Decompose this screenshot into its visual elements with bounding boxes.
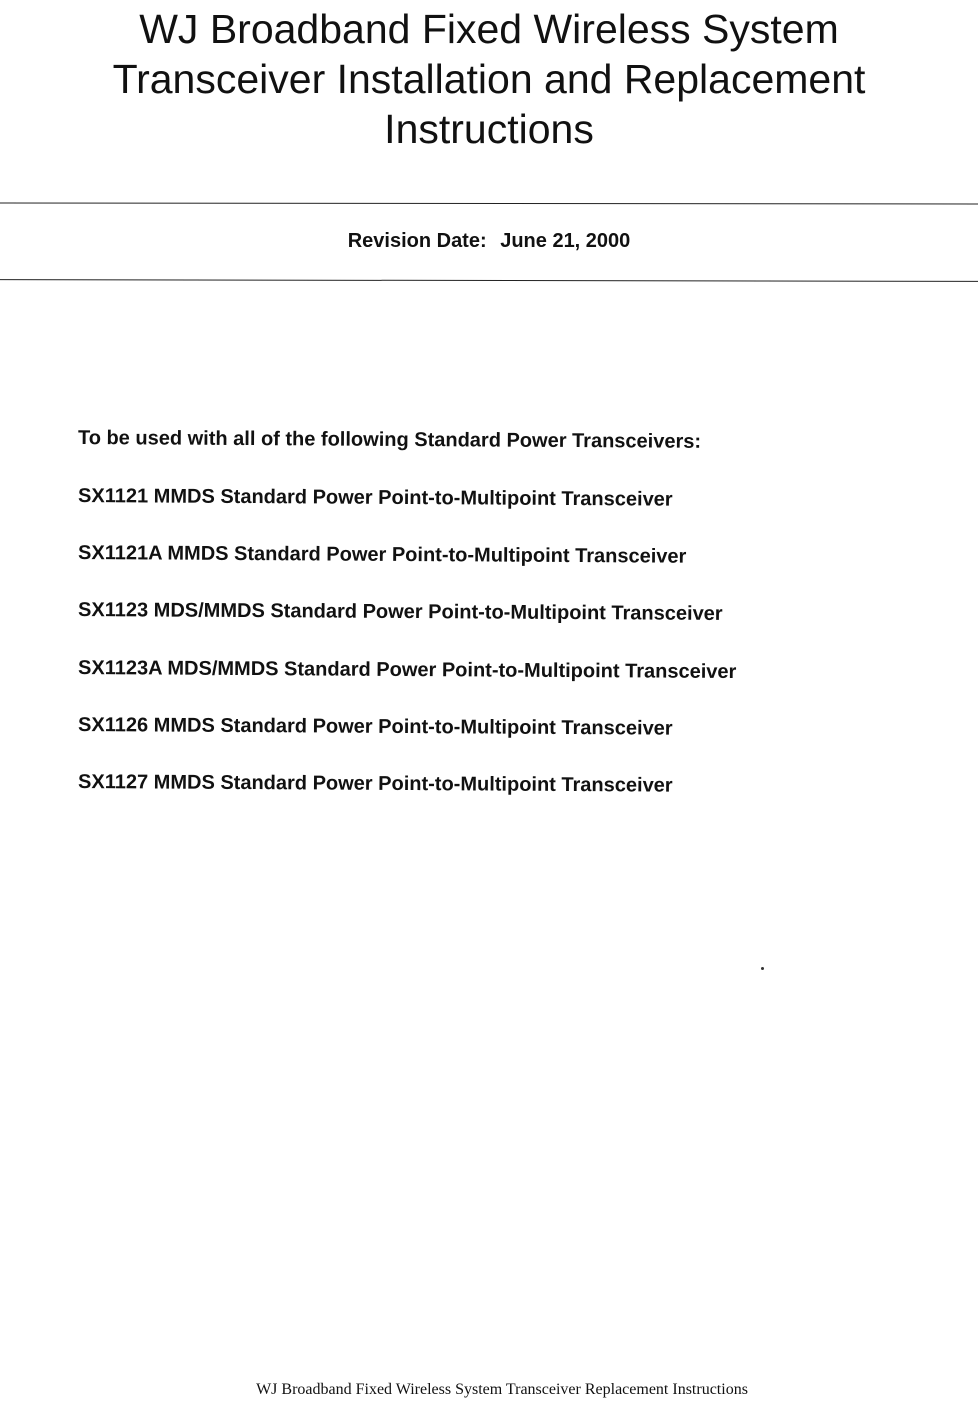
product-list bbox=[78, 482, 736, 825]
page-footer: WJ Broadband Fixed Wireless System Transceiver Replacement Instructions bbox=[256, 1381, 748, 1398]
title-line-2: Transceiver Installation and Replacement bbox=[112, 56, 866, 102]
revision-date: June 21, 2000 bbox=[500, 230, 631, 252]
intro-text: To be used with all of the following Standard Power Transceivers: bbox=[77, 427, 702, 453]
product-item: SX1127 MMDS Standard Power Point-to-Multipoint Transceiver bbox=[78, 770, 673, 797]
bottom-divider bbox=[0, 279, 978, 282]
revision-line bbox=[0, 227, 978, 255]
document-title bbox=[0, 4, 978, 154]
product-item: SX1126 MMDS Standard Power Point-to-Multipoint Transceiver bbox=[78, 713, 673, 740]
top-divider bbox=[0, 202, 978, 204]
revision-label: Revision Date: bbox=[347, 230, 487, 252]
product-item: SX1123 MDS/MMDS Standard Power Point-to-Multipoint Transceiver bbox=[78, 599, 723, 626]
title-line-3: Instructions bbox=[384, 106, 594, 152]
product-item: SX1121A MMDS Standard Power Point-to-Multipoint Transceiver bbox=[78, 542, 687, 568]
product-item: SX1121 MMDS Standard Power Point-to-Multipoint Transceiver bbox=[78, 485, 673, 511]
scan-speck bbox=[761, 967, 764, 970]
title-line-1: WJ Broadband Fixed Wireless System bbox=[139, 6, 839, 52]
product-item: SX1123A MDS/MMDS Standard Power Point-to-Multipoint Transceiver bbox=[78, 656, 737, 683]
